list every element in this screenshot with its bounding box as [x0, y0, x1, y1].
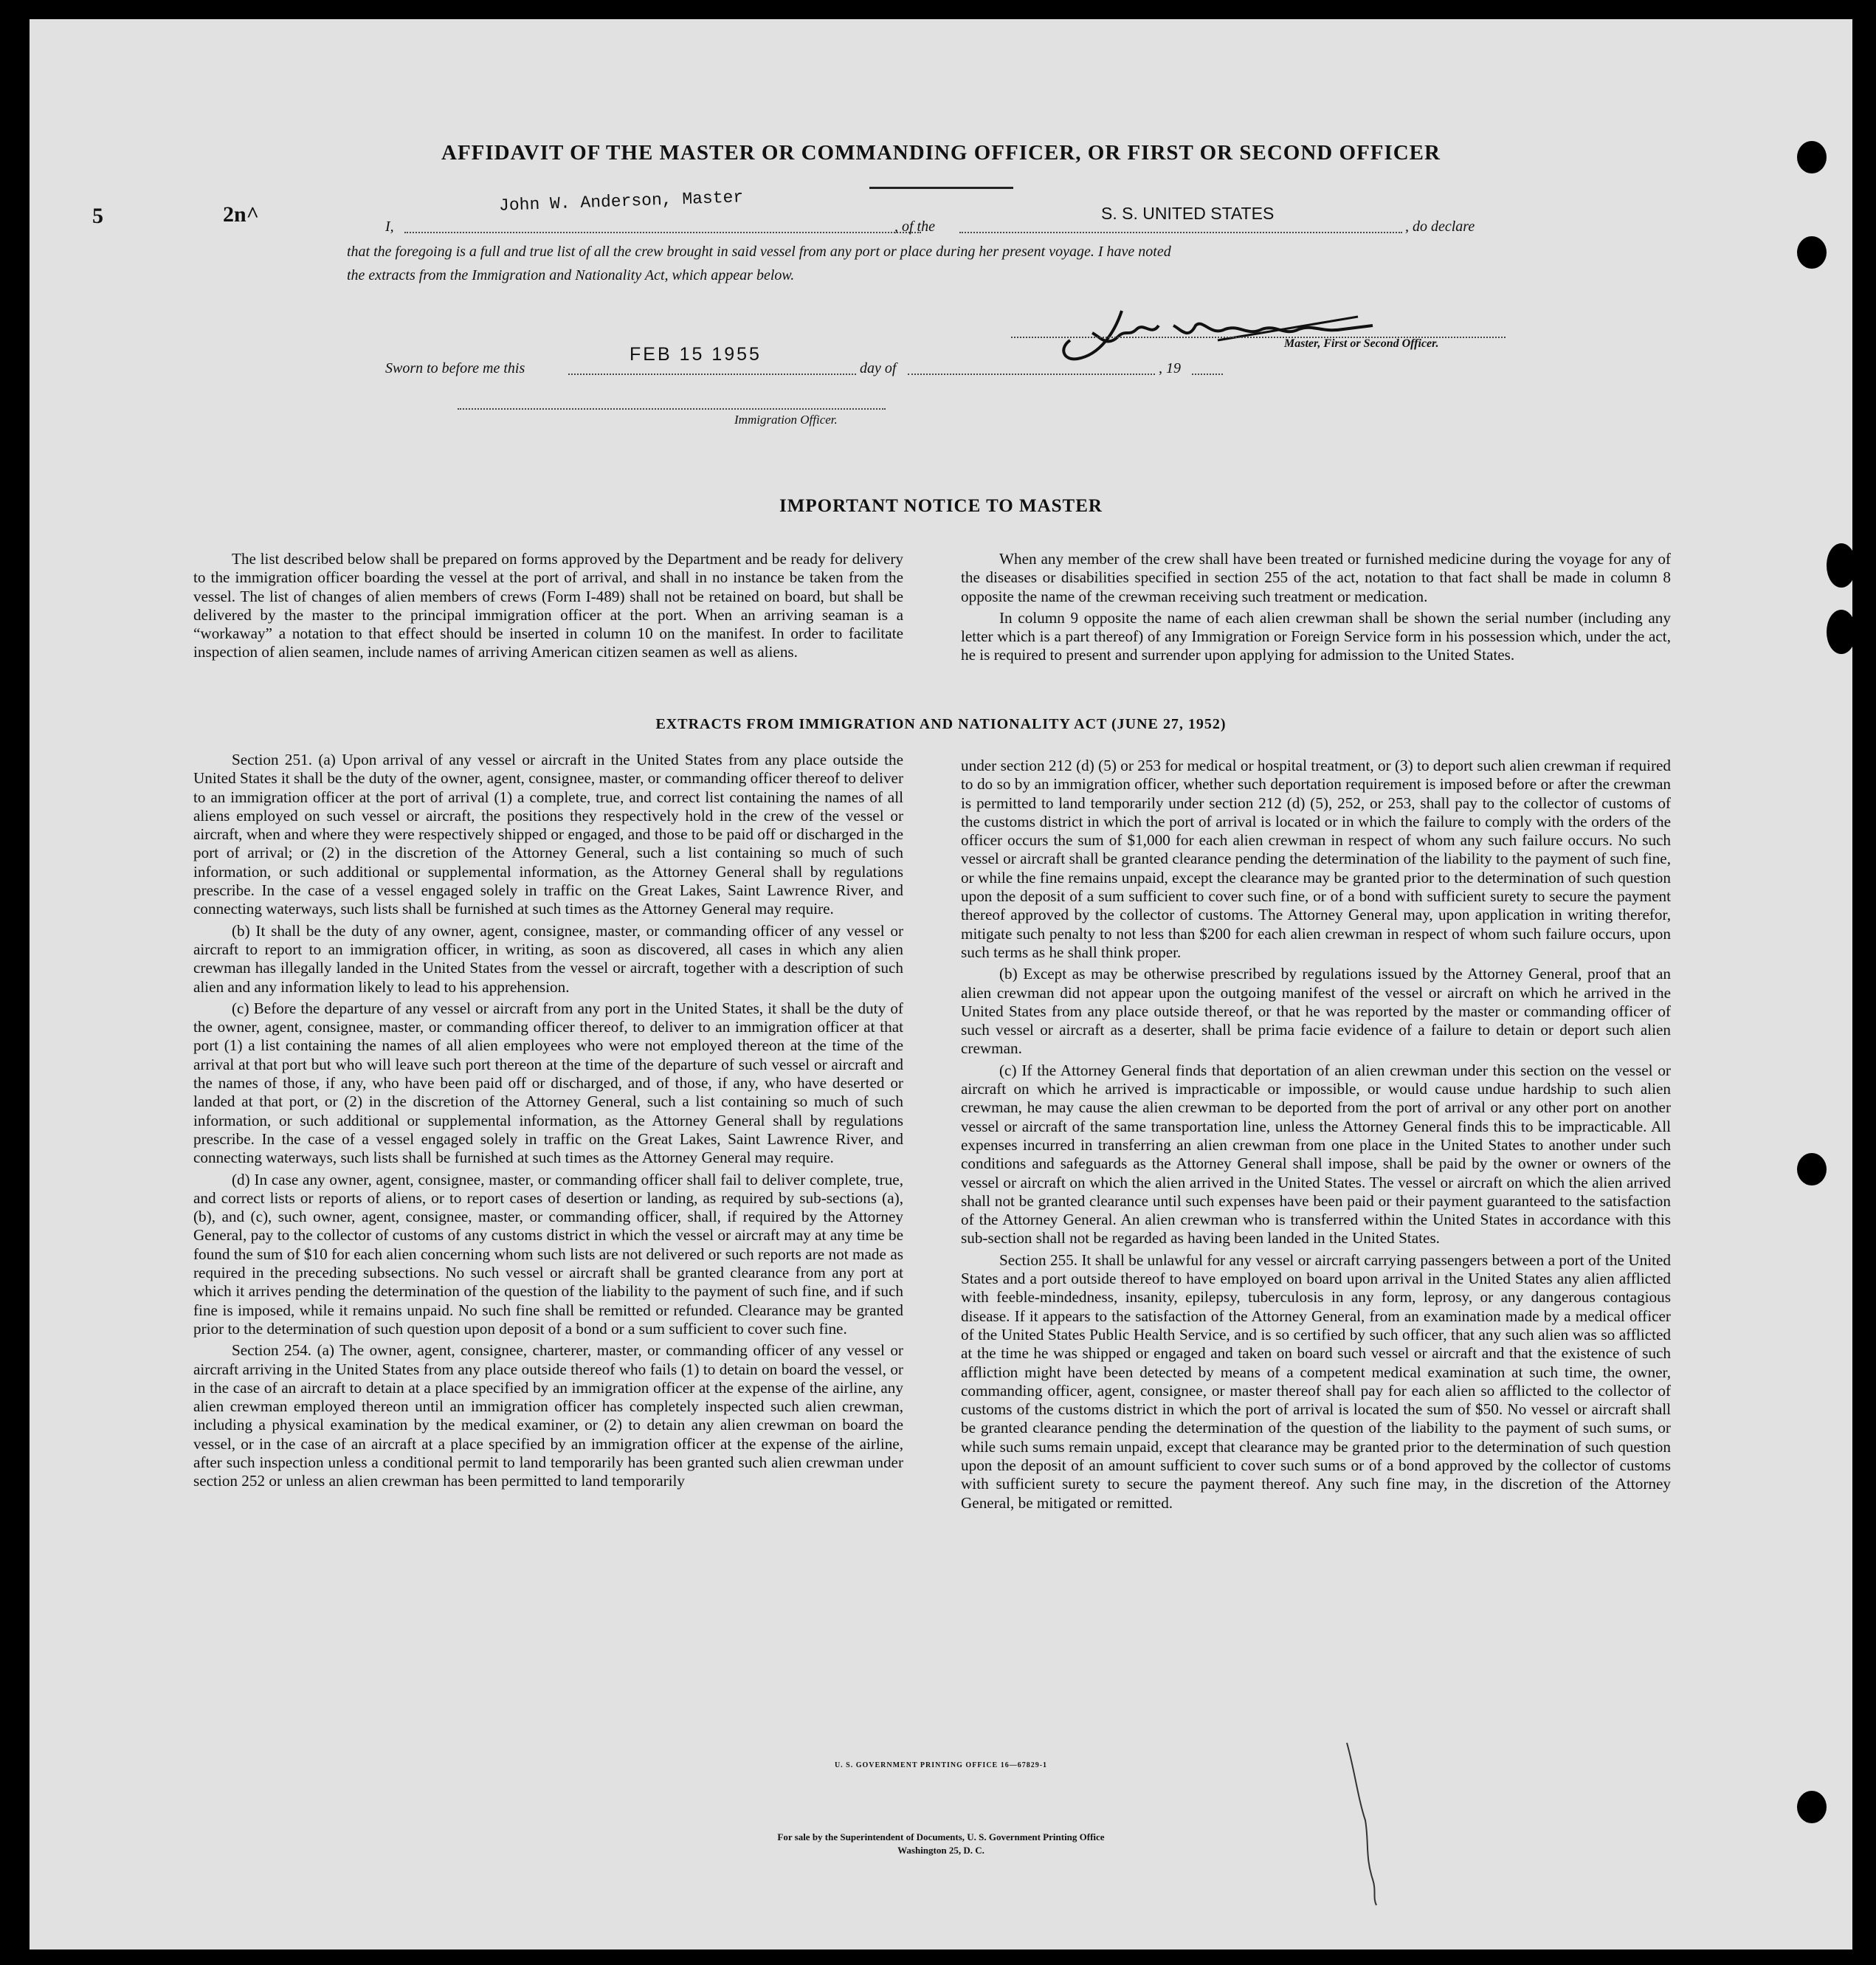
month-line	[908, 374, 1155, 375]
year-line	[1192, 374, 1223, 375]
sworn-label: Sworn to before me this	[385, 360, 525, 376]
date-stamp: FEB 15 1955	[630, 344, 762, 365]
punch-hole-edge	[1827, 543, 1856, 588]
do-declare-label: , do declare	[1405, 218, 1475, 235]
sworn-date-line	[568, 374, 856, 375]
section-paragraph: (c) Before the departure of any vessel or aircraft from any port in the United States, it shall be the duty of the owner, agent, consignee, master, or commanding officer thereof, to deliver to an immigration officer at that port (1) a list containing the names of all alien employees who were not employed thereon at the time of the arrival at that port but who will leave such port thereon at the time of the departure of such vessel or aircraft and the names of those, if any, who have been paid off or discharged, and of those, if any, who have deserted or landed at that port, or (2) in the discretion of the Attorney General, such a list containing so much of such information, or such additional or supplemental information, as the Attorney General shall by regulations prescribe. In the case of a vessel engaged solely in traffic on the Great Lakes, Saint Lawrence River, and connecting waterways, such lists shall be furnished at such times as the Attorney General may require.	[193, 999, 903, 1167]
punch-hole-edge	[1827, 610, 1856, 654]
declaration-line-1: that the foregoing is a full and true list of all the crew brought in said vessel from any port or place during her present voyage. I have noted	[347, 244, 1171, 260]
section-paragraph: (d) In case any owner, agent, consignee, master, or commanding officer shall fail to deliver complete, true, and correct lists or reports of aliens, or to report cases of desertion or landing, as required by sub-sections (a), (b), and (c), such owner, agent, consignee, master, or commanding officer, shall, if required by the Attorney General, pay to the collector of customs of any customs district in which the vessel or aircraft may at any time be found the sum of $10 for each alien concerning whom such lists are not delivered or such reports are not made as required in the preceding subsections. No such vessel or aircraft shall be granted clearance from any port at which it arrives pending the determination of the question of the liability to the payment of such fine, and if such fine is imposed, while it remains unpaid. No such fine shall be remitted or refunded. Clearance may be granted prior to the determination of such question upon deposit of a bond or a sum sufficient to cover such fine.	[193, 1170, 903, 1338]
immigration-officer-caption: Immigration Officer.	[734, 413, 838, 427]
vessel-name: S. S. UNITED STATES	[1101, 204, 1275, 223]
year-label: , 19	[1159, 360, 1181, 376]
notice-right-paragraph: In column 9 opposite the name of each alien crewman shall be shown the serial number (including any letter which is a part thereof) of any Immigration or Foreign Service form in his possession which, under the act, he is required to present and surrender upon applying for admission to the United States.	[961, 608, 1671, 664]
vessel-line	[959, 232, 1402, 233]
notice-left-column	[193, 550, 903, 665]
margin-mark: 5	[92, 204, 103, 228]
name-line	[404, 232, 921, 233]
for-sale-notice: For sale by the Superintendent of Documents, U. S. Government Printing Office	[777, 1831, 1105, 1842]
affidavit-title: AFFIDAVIT OF THE MASTER OR COMMANDING OFFICER, OR FIRST OR SECOND OFFICER	[441, 141, 1441, 165]
section-paragraph: Section 255. It shall be unlawful for any vessel or aircraft carrying passengers between a port of the United States and a port outside thereof to have employed on board upon arrival in the United States any alien afflicted with feeble-mindedness, insanity, epilepsy, tuberculosis in any form, leprosy, or any dangerous contagious disease. If it appears to the satisfaction of the Attorney General, from an examination made by a medical officer of the United States Public Health Service, and is so certified by such officer, that any such alien was so afflicted at the time he was shipped or engaged and taken on board such vessel or aircraft and that the existence of such affliction might have been detected by means of a competent medical examination at such time, the owner, commanding officer, agent, consignee, or master thereof shall pay for each alien so afflicted to the collector of customs of the customs district in which the port of arrival is located the sum of $50. No vessel or aircraft shall be granted clearance pending the determination of the question of the liability to the payment of such sums, or while such sums remain unpaid, except that clearance may be granted prior to the determination of such question upon the deposit of an amount sufficient to cover such sums or of a bond approved by the collector of customs with sufficient surety to secure the payment thereof. Any such fine may, in the discretion of the Attorney General, be mitigated or remitted.	[961, 1250, 1671, 1512]
declarant-name: John W. Anderson, Master	[498, 187, 744, 216]
declaration-line-2: the extracts from the Immigration and Nationality Act, which appear below.	[347, 267, 795, 283]
extracts-left-column	[193, 751, 903, 1494]
of-the-label: , of the	[894, 218, 935, 235]
day-of-label: day of	[860, 360, 897, 376]
gpo-address: Washington 25, D. C.	[897, 1845, 984, 1856]
section-paragraph: under section 212 (d) (5) or 253 for medical or hospital treatment, or (3) to deport such alien crewman if required to do so by an immigration officer, whether such deportation requirement is imposed before or after the crewman is permitted to land temporarily under section 212 (d) (5), 252, or 253, shall pay to the collector of customs of the customs district in which the port of arrival is located or in which the failure to comply with the orders of the officer occurs the sum of $1,000 for each alien crewman in respect of whom any such failure occurs. No such vessel or aircraft shall be granted clearance pending the determination of the liability to the payment of such fine, or while the fine remains unpaid, except the clearance may be granted prior to the determination of such question upon the deposit of a sum sufficient to cover such fine, or of a bond with sufficient surety to secure the payment thereof approved by the collector of customs. The Attorney General may, upon application in writing therefor, mitigate such penalty to not less than $200 for each alien crewman in respect of whom such failure occurs, upon such terms as he shall think proper.	[961, 757, 1671, 961]
section-paragraph: Section 254. (a) The owner, agent, consignee, charterer, master, or commanding officer of any vessel or aircraft arriving in the United States from any place outside thereof who fails (1) to detain on board the vessel, or in the case of an aircraft to detain at a place specified by an immigration officer at the expense of the airline, any alien crewman employed thereon until an immigration officer has completely inspected such alien crewman, including a physical examination by the medical examiner, or (2) to detain any alien crewman on board the vessel, or in the case of an aircraft at a place specified by an immigration officer at the expense of the airline, after such inspection unless a conditional permit to land temporarily has been granted such alien crewman under section 252 or unless an alien crewman has been permitted to land temporarily	[193, 1341, 903, 1490]
signer-caption: Master, First or Second Officer.	[1284, 337, 1439, 350]
notice-right-column	[961, 550, 1671, 668]
officer-line	[458, 408, 886, 410]
notice-title: IMPORTANT NOTICE TO MASTER	[779, 496, 1103, 516]
section-paragraph: Section 251. (a) Upon arrival of any vessel or aircraft in the United States from any place outside the United States it shall be the duty of the owner, agent, consignee, master, or commanding officer thereof to deliver to an immigration officer at the port of arrival (1) a complete, true, and correct list containing the names of all aliens employed on such vessel or aircraft, the positions they respectively hold in the crew of the vessel or aircraft, when and where they were respectively shipped or engaged, and those to be paid off or discharged in the port of arrival; or (2) in the discretion of the Attorney General, such a list containing so much of such information, or such additional or supplemental information, as the Attorney General shall by regulations prescribe. In the case of a vessel engaged solely in traffic on the Great Lakes, Saint Lawrence River, and connecting waterways, such lists shall be furnished at such times as the Attorney General may require.	[193, 751, 903, 918]
margin-mark: 2n^	[223, 202, 260, 227]
printing-office-imprint: U. S. GOVERNMENT PRINTING OFFICE 16—67829-1	[834, 1761, 1048, 1769]
punch-hole	[1797, 236, 1827, 269]
extracts-right-column	[961, 757, 1671, 1515]
section-paragraph: (b) It shall be the duty of any owner, agent, consignee, master, or commanding officer of any vessel or aircraft to report to an immigration officer, in writing, as soon as discovered, all cases in which any alien crewman has illegally landed in the United States from the vessel or aircraft, together with a description of such alien and any information likely to lead to his apprehension.	[193, 921, 903, 996]
notice-right-paragraph: When any member of the crew shall have been treated or furnished medicine during the voyage for any of the diseases or disabilities specified in section 255 of the act, notation to that fact shall be made in column 8 opposite the name of the crewman receiving such treatment or medication.	[961, 550, 1671, 605]
notice-left-paragraph: The list described below shall be prepared on forms approved by the Department and be ready for delivery to the immigration officer boarding the vessel at the port of arrival, and shall in no instance be taken from the vessel. The list of changes of alien members of crews (Form I-489) shall not be retained on board, but shall be delivered by the master to the principal immigration officer at the port. When an arriving seaman is a “workaway” a notation to that effect should be inserted in column 10 on the manifest. In order to facilitate inspection of alien seamen, include names of arriving American citizen seamen as well as aliens.	[193, 550, 903, 661]
section-paragraph: (c) If the Attorney General finds that deportation of an alien crewman under this section on the vessel or aircraft on which he arrived is impracticable or impossible, or would cause undue hardship to such alien crewman, he may cause the alien crewman to be deported from the port of arrival or any other port on another vessel or aircraft of the same transportation line, unless the Attorney General finds this to be impracticable. All expenses incurred in transferring an alien crewman from one place in the United States to another under such conditions and safeguards as the Attorney General shall impose, shall be paid by the owner or owners of the vessel or aircraft on which the alien arrived in the United States. The vessel or aircraft on which the alien arrived shall not be granted clearance until such expenses have been paid or their payment guaranteed to the satisfaction of the Attorney General. An alien crewman who is transferred within the United States in accordance with this sub-section shall not be regarded as having been landed in the United States.	[961, 1061, 1671, 1248]
title-rule	[869, 187, 1013, 189]
form-page	[30, 19, 1852, 1949]
i-label: I,	[385, 218, 394, 235]
section-paragraph: (b) Except as may be otherwise prescribed by regulations issued by the Attorney General, proof that an alien crewman did not appear upon the outgoing manifest of the vessel or aircraft on which he arrived in the United States from any place outside thereof, or that he was reported by the master or commanding officer of such vessel or aircraft as a deserter, shall be prima facie evidence of a failure to detain or deport such alien crewman.	[961, 965, 1671, 1058]
punch-hole	[1797, 1153, 1827, 1185]
extracts-title: EXTRACTS FROM IMMIGRATION AND NATIONALITY ACT (JUNE 27, 1952)	[655, 716, 1227, 732]
punch-hole	[1797, 1791, 1827, 1823]
